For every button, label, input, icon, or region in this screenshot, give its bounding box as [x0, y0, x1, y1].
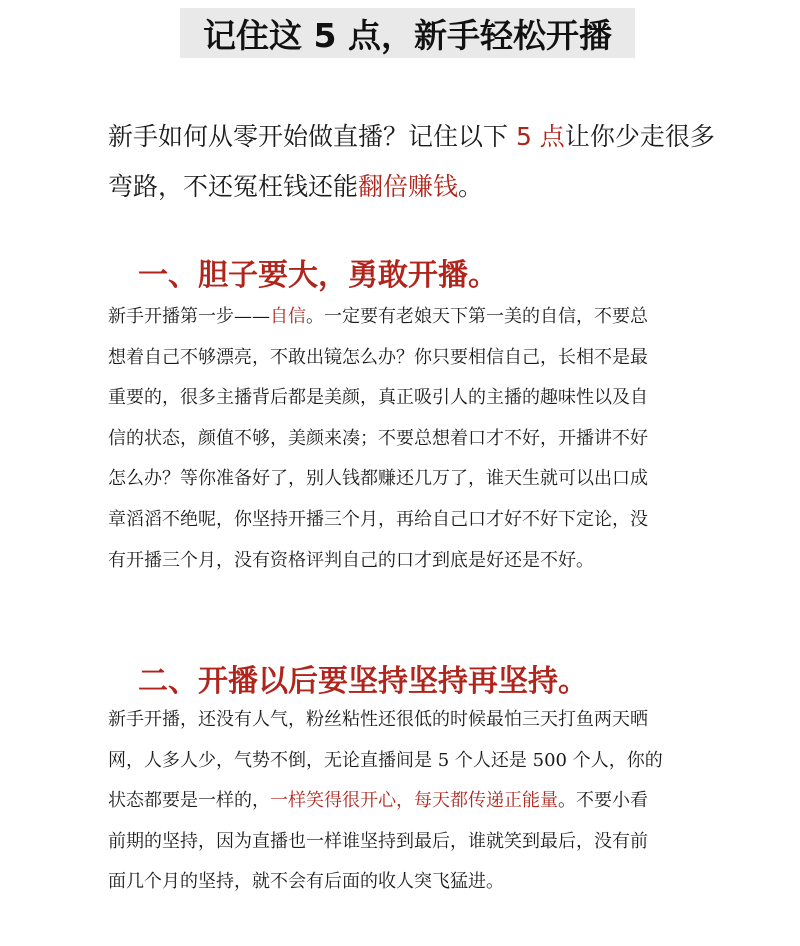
- section-1-line: 有开播三个月，没有资格评判自己的口才到底是好还是不好。: [108, 549, 594, 571]
- intro-highlight-5-points: 5 点: [515, 122, 565, 151]
- intro-paragraph: [108, 112, 728, 212]
- section-1-line: 想着自己不够漂亮，不敢出镜怎么办？你只要相信自己，长相不是最: [108, 346, 648, 368]
- section-1-line: 怎么办？等你准备好了，别人钱都赚还几万了，谁天生就可以出口成: [108, 468, 648, 490]
- line-text: 。不要小看: [558, 790, 648, 812]
- section-2-line: 前期的坚持，因为直播也一样谁坚持到最后，谁就笑到最后，没有前: [108, 830, 648, 852]
- section-1-line: 章滔滔不绝呢，你坚持开播三个月，再给自己口才好不好下定论，没: [108, 508, 648, 530]
- section-1-line: 重要的，很多主播背后都是美颜，真正吸引人的主播的趣味性以及自: [108, 387, 648, 409]
- section-1-heading: 一、胆子要大，勇敢开播。: [138, 258, 498, 293]
- section-2-body: [108, 700, 708, 903]
- intro-highlight-double-money: 翻倍赚钱: [358, 172, 459, 201]
- line-text: 新手开播第一步——: [108, 306, 270, 327]
- section-2-line: [108, 781, 708, 822]
- intro-text-1: 新手如何从零开始做直播？记住以下: [108, 122, 516, 151]
- line-text: 。一定要有老娘天下第一美的自信，不要总: [306, 306, 648, 327]
- section-2-line: 面几个月的坚持，就不会有后面的收人突飞猛进。: [108, 871, 504, 893]
- section-2-line: 新手开播，还没有人气，粉丝粘性还很低的时候最怕三天打鱼两天晒: [108, 709, 648, 730]
- page-title: 记住这 5 点，新手轻松开播: [180, 8, 635, 58]
- intro-text-2: 让你少走很多弯路，不还冤枉钱还能: [108, 122, 715, 201]
- section-2-line: 网，人多人少，气势不倒，无论直播间是 5 个人还是 500 个人，你的: [108, 749, 663, 771]
- highlight-confidence: 自信: [270, 306, 306, 327]
- section-1-line: [108, 297, 708, 338]
- highlight-positive-energy: 一样笑得很开心，每天都传递正能量: [270, 790, 558, 812]
- section-1-body: [108, 297, 708, 581]
- section-1-line: 信的状态，颜值不够，美颜来凑；不要总想着口才不好，开播讲不好: [108, 427, 648, 449]
- section-2-heading: 二、开播以后要坚持坚持再坚持。: [138, 664, 588, 699]
- intro-text-3: 。: [458, 172, 484, 201]
- line-text: 状态都要是一样的，: [108, 790, 270, 812]
